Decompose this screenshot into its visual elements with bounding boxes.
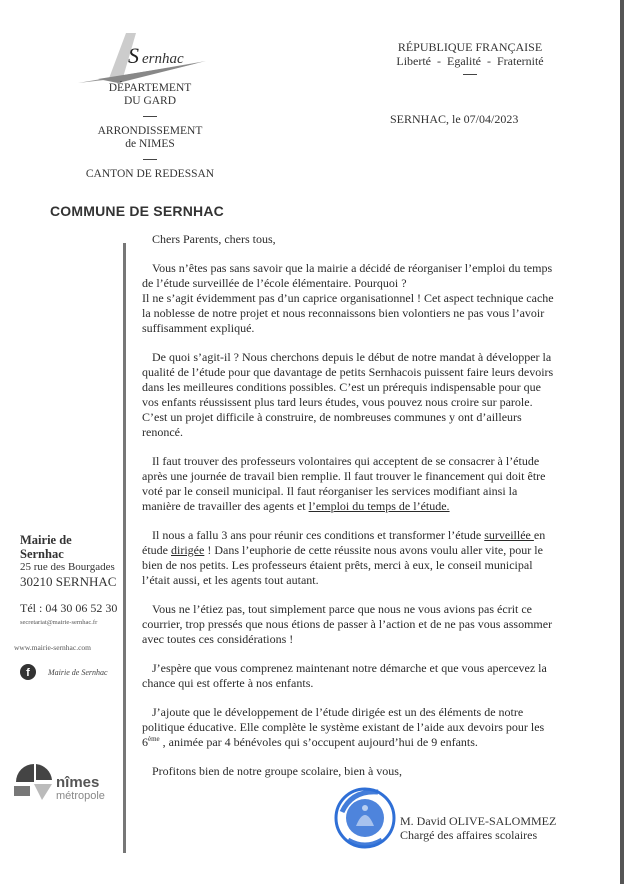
arrondissement-line1: ARRONDISSEMENT [97, 125, 203, 137]
sernhac-logo [78, 33, 208, 85]
superscript: ème [148, 735, 160, 743]
svg-text:S: S [128, 43, 139, 68]
facebook-link[interactable] [20, 664, 125, 680]
facebook-icon: f [20, 664, 36, 680]
arrondissement-line2: de NIMES [125, 138, 175, 150]
commune-title: COMMUNE DE SERNHAC [50, 203, 224, 219]
republic: RÉPUBLIQUE FRANÇAISE [397, 40, 543, 54]
text: , animée par 4 bénévoles qui s’occupent aujourd’hui de 9 enfants. [159, 735, 478, 749]
facebook-label: Mairie de Sernhac [48, 667, 108, 677]
text: en étude [142, 528, 546, 557]
signatory-name: M. David OLIVE-SALOMMEZ [400, 814, 557, 828]
nimes-metropole-logo [12, 760, 122, 810]
paragraph: Vous ne l’étiez pas, tout simplement parce que nous ne vous avions pas écrit ce courrier, trop pressés que nous étions de passer à l’action et de ne pas vous assommer avec toutes ces considérations ! [142, 602, 553, 646]
street-address: 25 rue des Bourgades [20, 561, 115, 573]
contact-sidebar [14, 533, 125, 680]
page-edge [620, 0, 624, 884]
closing: Profitons bien de notre groupe scolaire, bien à vous, [152, 764, 402, 778]
nimes-text: nîmes [56, 774, 100, 791]
greeting: Chers Parents, chers tous, [152, 232, 276, 246]
signature-block [400, 814, 556, 842]
text: Il nous a fallu 3 ans pour réunir ces conditions et transformer l’étude [152, 528, 485, 542]
email-link[interactable]: secretariat@mairie-sernhac.fr [20, 619, 98, 626]
phone: Tél : 04 30 06 52 30 [20, 601, 118, 615]
website-link[interactable]: www.mairie-sernhac.com [14, 643, 91, 652]
underlined-text: surveillée [484, 528, 534, 542]
paragraph: Il ne s’agit évidemment pas d’un caprice organisationnel ! Cet aspect technique cache la noblesse de notre projet et nous reconnaissons bien volontiers ne pas vous l’avoir suffisamment expliqué. [142, 291, 554, 335]
paragraph [142, 705, 557, 750]
city: 30210 SERNHAC [20, 574, 117, 589]
divider [143, 116, 157, 117]
paragraph: Vous n’êtes pas sans savoir que la mairie a décidé de réorganiser l’emploi du temps de l’étude surveillée de l’école élémentaire. Pourquoi ? [142, 261, 553, 290]
text: J’ajoute que le développement de l’étude dirigée est un des éléments de notre politique éducative. Elle complète le système existant de l’aide aux devoirs pour les 6 [142, 705, 545, 749]
letter-body [142, 232, 557, 793]
letter-date: SERNHAC, le 07/04/2023 [390, 112, 519, 126]
paragraph: De quoi s’agit-il ? Nous cherchons depuis le début de notre mandat à développer la qualité de l’étude pour que davantage de petits Sernhacois puissent faire leurs devoirs dans les meilleures conditions possibles. C’est un prérequis indispensable pour que vos enfants réussissent plus tard leurs études, vous pouvez nous croire sur parole. C’est un projet difficile à construire, de nombreuses communes y ont d’ailleurs renoncé. [142, 350, 554, 439]
mairie-name-line2: Sernhac [20, 547, 64, 561]
republic-header [350, 40, 590, 75]
divider [143, 159, 157, 160]
divider [463, 74, 477, 75]
svg-text:ernhac: ernhac [142, 51, 184, 67]
canton: CANTON DE REDESSAN [85, 168, 215, 180]
mairie-stamp [334, 786, 396, 850]
text: Il faut trouver des professeurs volontaires qui acceptent de se consacrer à l’étude après une journée de travail bien remplie. Il faut trouver le financement qui doit être voté par le conseil municipal. Il faut réorganiser les services modifiant ainsi la manière de travailler des agents et [142, 454, 546, 513]
paragraph: J’espère que vous comprenez maintenant notre démarche et que vous apercevez la chance qui est offerte à nos enfants. [142, 661, 547, 690]
department-line2: DU GARD [123, 95, 177, 107]
motto: Liberté - Egalité - Fraternité [396, 54, 544, 68]
signatory-title: Chargé des affaires scolaires [400, 828, 538, 842]
metropole-text: métropole [56, 790, 105, 802]
nimes-logo-mark [12, 760, 56, 804]
paragraph [142, 454, 557, 514]
paragraph [142, 528, 557, 588]
administrative-header [40, 82, 260, 181]
department-line1: DÉPARTEMENT [108, 82, 192, 94]
underlined-text: dirigée [171, 543, 205, 557]
underlined-text: l’emploi du temps de l’étude. [308, 499, 450, 513]
mairie-name-line1: Mairie de [20, 533, 72, 547]
text: ! Dans l’euphorie de cette réussite nous avons voulu aller vite, pour le bien de nos petits. Les professeurs étaient prêts, merci à eux, le conseil municipal l’était aussi, et les agents tout autant. [142, 543, 543, 587]
